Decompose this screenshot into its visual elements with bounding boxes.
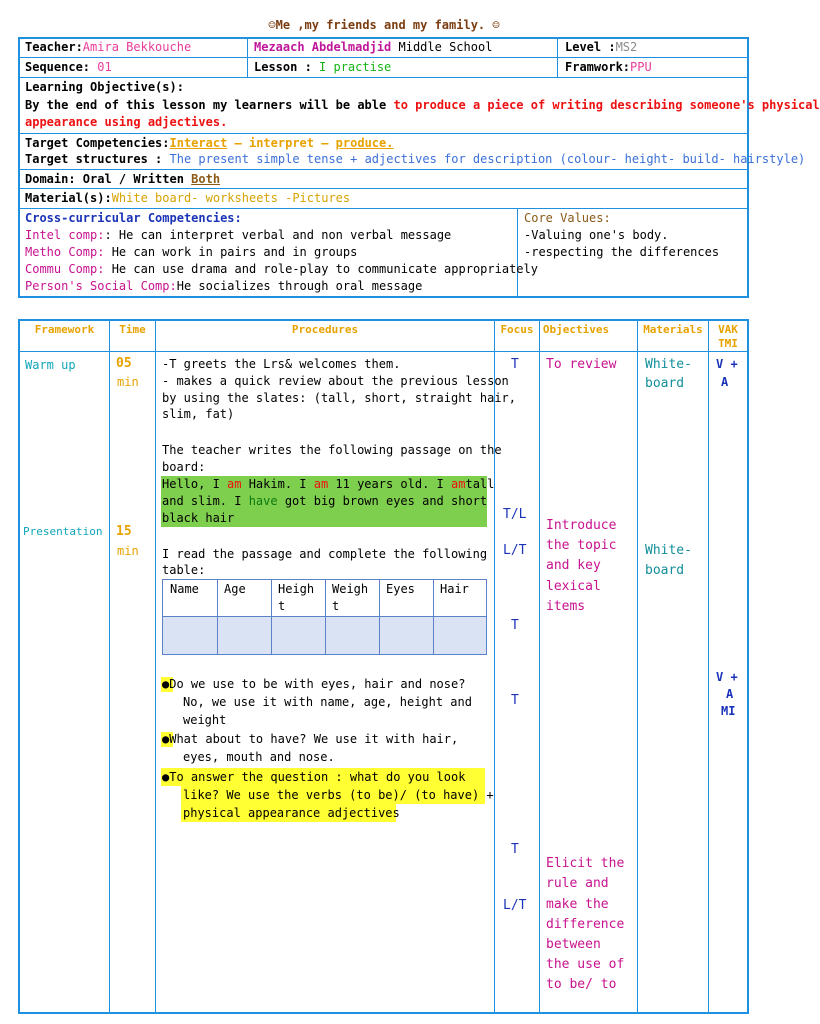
core-values-label: Core Values: — [524, 211, 611, 225]
vak-2a: V + — [716, 670, 738, 684]
lesson-value: I practise — [319, 60, 392, 74]
question-3b: like? We use the verbs (to be)/ (to have) + — [183, 788, 494, 802]
material-whiteboard-2a: White- — [645, 543, 692, 558]
question-1c: weight — [183, 713, 227, 727]
bullet-icon: ● — [162, 770, 170, 784]
inner-header-name: Name — [170, 582, 199, 596]
teacher-cell: Teacher:Amira Bekkouche — [25, 40, 192, 54]
header-vak: VAK TMI — [718, 323, 738, 350]
passage-line-3: black hair — [162, 511, 235, 525]
objective-elicit-7: to be/ to — [546, 977, 617, 992]
objective-elicit-5: between — [546, 937, 601, 952]
objective-line-1: By the end of this lesson my learners will be able to produce a piece of writing describing someone's physical — [25, 98, 820, 112]
framework-value: PPU — [630, 60, 652, 74]
focus-6: T — [511, 842, 519, 857]
question-1a: ●Do we use to be with eyes, hair and nose? — [162, 677, 466, 691]
proc-greet: -T greets the Lrs& welcomes them. — [162, 357, 401, 371]
objective-elicit-3: make the — [546, 897, 609, 912]
material-whiteboard-1b: board — [645, 376, 685, 391]
header-procedures: Procedures — [291, 323, 359, 336]
material-whiteboard-1a: White- — [645, 357, 692, 372]
objective-introduce-4: lexical — [546, 579, 601, 594]
page-title: ☺Me ,my friends and my family. ☺ — [268, 18, 500, 32]
inner-header-height: Heigh t — [278, 582, 315, 613]
objective-label: Learning Objective(s): — [25, 80, 184, 94]
header-materials: Materials — [643, 323, 703, 336]
target-competencies: Target Competencies:Interact – interpret – produce. — [25, 136, 394, 150]
question-3c: physical appearance adjectives — [183, 806, 400, 820]
level-cell: Level :MS2 — [565, 40, 638, 54]
school-cell: Mezaach Abdelmadjid Middle School — [254, 40, 493, 54]
material-whiteboard-2b: board — [645, 563, 685, 578]
focus-4: T — [511, 618, 519, 633]
procedures-table — [18, 319, 749, 1014]
vak-2b: A — [726, 687, 734, 701]
objective-elicit-2: rule and — [546, 876, 609, 891]
question-2b: eyes, mouth and nose. — [183, 750, 335, 764]
cross-curricular-label: Cross-curricular Competencies: — [25, 211, 242, 225]
time-warm-unit: min — [117, 375, 139, 389]
smiley-icon: ☺ — [492, 18, 500, 32]
passage-line-2: and slim. I have got big brown eyes and short — [162, 494, 488, 508]
focus-1: T — [511, 357, 519, 372]
focus-5: T — [511, 693, 519, 708]
stage-warm-up: Warm up — [25, 358, 76, 372]
core-value-1: -Valuing one's body. — [524, 228, 669, 242]
header-focus: Focus — [500, 323, 534, 336]
bullet-icon: ● — [162, 677, 170, 691]
objective-review: To review — [546, 357, 617, 372]
cross-row-commu: Commu Comp: He can use drama and role-play to communicate appropriately — [25, 262, 538, 276]
inner-header-age: Age — [224, 582, 246, 596]
proc-review-1: - makes a quick review about the previous lesson — [162, 374, 509, 388]
time-presentation-unit: min — [117, 544, 139, 558]
objective-elicit-4: difference — [546, 917, 625, 932]
time-warm-up: 05 — [116, 356, 132, 371]
cross-row-person: Person's Social Comp:He socializes through oral message — [25, 279, 423, 293]
vak-1a: V + — [716, 357, 738, 371]
time-presentation: 15 — [116, 524, 132, 539]
focus-7: L/T — [503, 898, 527, 913]
header-framework: Framework — [34, 323, 95, 336]
inner-header-weight: Weigh t — [332, 582, 369, 613]
inner-table — [162, 579, 487, 655]
header-time: Time — [119, 323, 146, 336]
focus-2: T/L — [503, 507, 527, 522]
proc-review-2: by using the slates: (tall, short, straight hair, — [162, 391, 517, 405]
proc-review-3: slim, fat) — [162, 407, 235, 421]
question-3a: ●To answer the question : what do you look — [162, 770, 466, 784]
bullet-icon: ● — [162, 732, 170, 746]
sequence-cell: Sequence: 01 — [25, 60, 112, 74]
inner-header-hair: Hair — [440, 582, 469, 596]
objective-line-2: appearance using adjectives. — [25, 115, 228, 129]
framework-cell: Framwork:PPU — [565, 60, 652, 74]
objective-elicit-6: the use of — [546, 957, 625, 972]
proc-writes-1: The teacher writes the following passage on the — [162, 443, 502, 457]
domain-cell: Domain: Oral / Written Both — [25, 172, 221, 186]
objective-elicit-1: Elicit the — [546, 856, 625, 871]
question-1b: No, we use it with name, age, height and — [183, 695, 472, 709]
objective-introduce-2: the topic — [546, 538, 617, 553]
proc-read-1: I read the passage and complete the following — [162, 547, 488, 561]
cross-row-intel: Intel comp:: He can interpret verbal and non verbal message — [25, 228, 452, 242]
lesson-cell: Lesson : I practise — [254, 60, 392, 74]
cross-row-metho: Metho Comp: He can work in pairs and in groups — [25, 245, 358, 259]
proc-read-2: table: — [162, 563, 206, 577]
sequence-value: 01 — [97, 60, 112, 74]
materials-cell: Material(s):White board- worksheets -Pictures — [25, 191, 351, 205]
teacher-name: Amira Bekkouche — [82, 40, 192, 54]
focus-3: L/T — [503, 543, 527, 558]
core-value-2: -respecting the differences — [524, 245, 720, 259]
level-value: MS2 — [615, 40, 638, 54]
school-name: Mezaach Abdelmadjid — [254, 40, 392, 54]
question-2a: ●What about to have? We use it with hair, — [162, 732, 459, 746]
header-objectives: Objectives — [542, 323, 610, 336]
objective-introduce-5: items — [546, 599, 586, 614]
objective-introduce-1: Introduce — [546, 518, 617, 533]
objective-introduce-3: and key — [546, 558, 601, 573]
vak-1b: A — [721, 375, 729, 389]
proc-writes-2: board: — [162, 460, 206, 474]
smiley-icon: ☺ — [268, 18, 276, 32]
stage-presentation: Presentation — [23, 525, 103, 538]
target-structures: Target structures : The present simple tense + adjectives for description (colour- height- build- hairstyle) — [25, 152, 806, 166]
inner-header-eyes: Eyes — [386, 582, 415, 596]
vak-2c: MI — [721, 704, 736, 718]
passage-line-1: Hello, I am Hakim. I am 11 years old. I amtall — [162, 477, 495, 491]
